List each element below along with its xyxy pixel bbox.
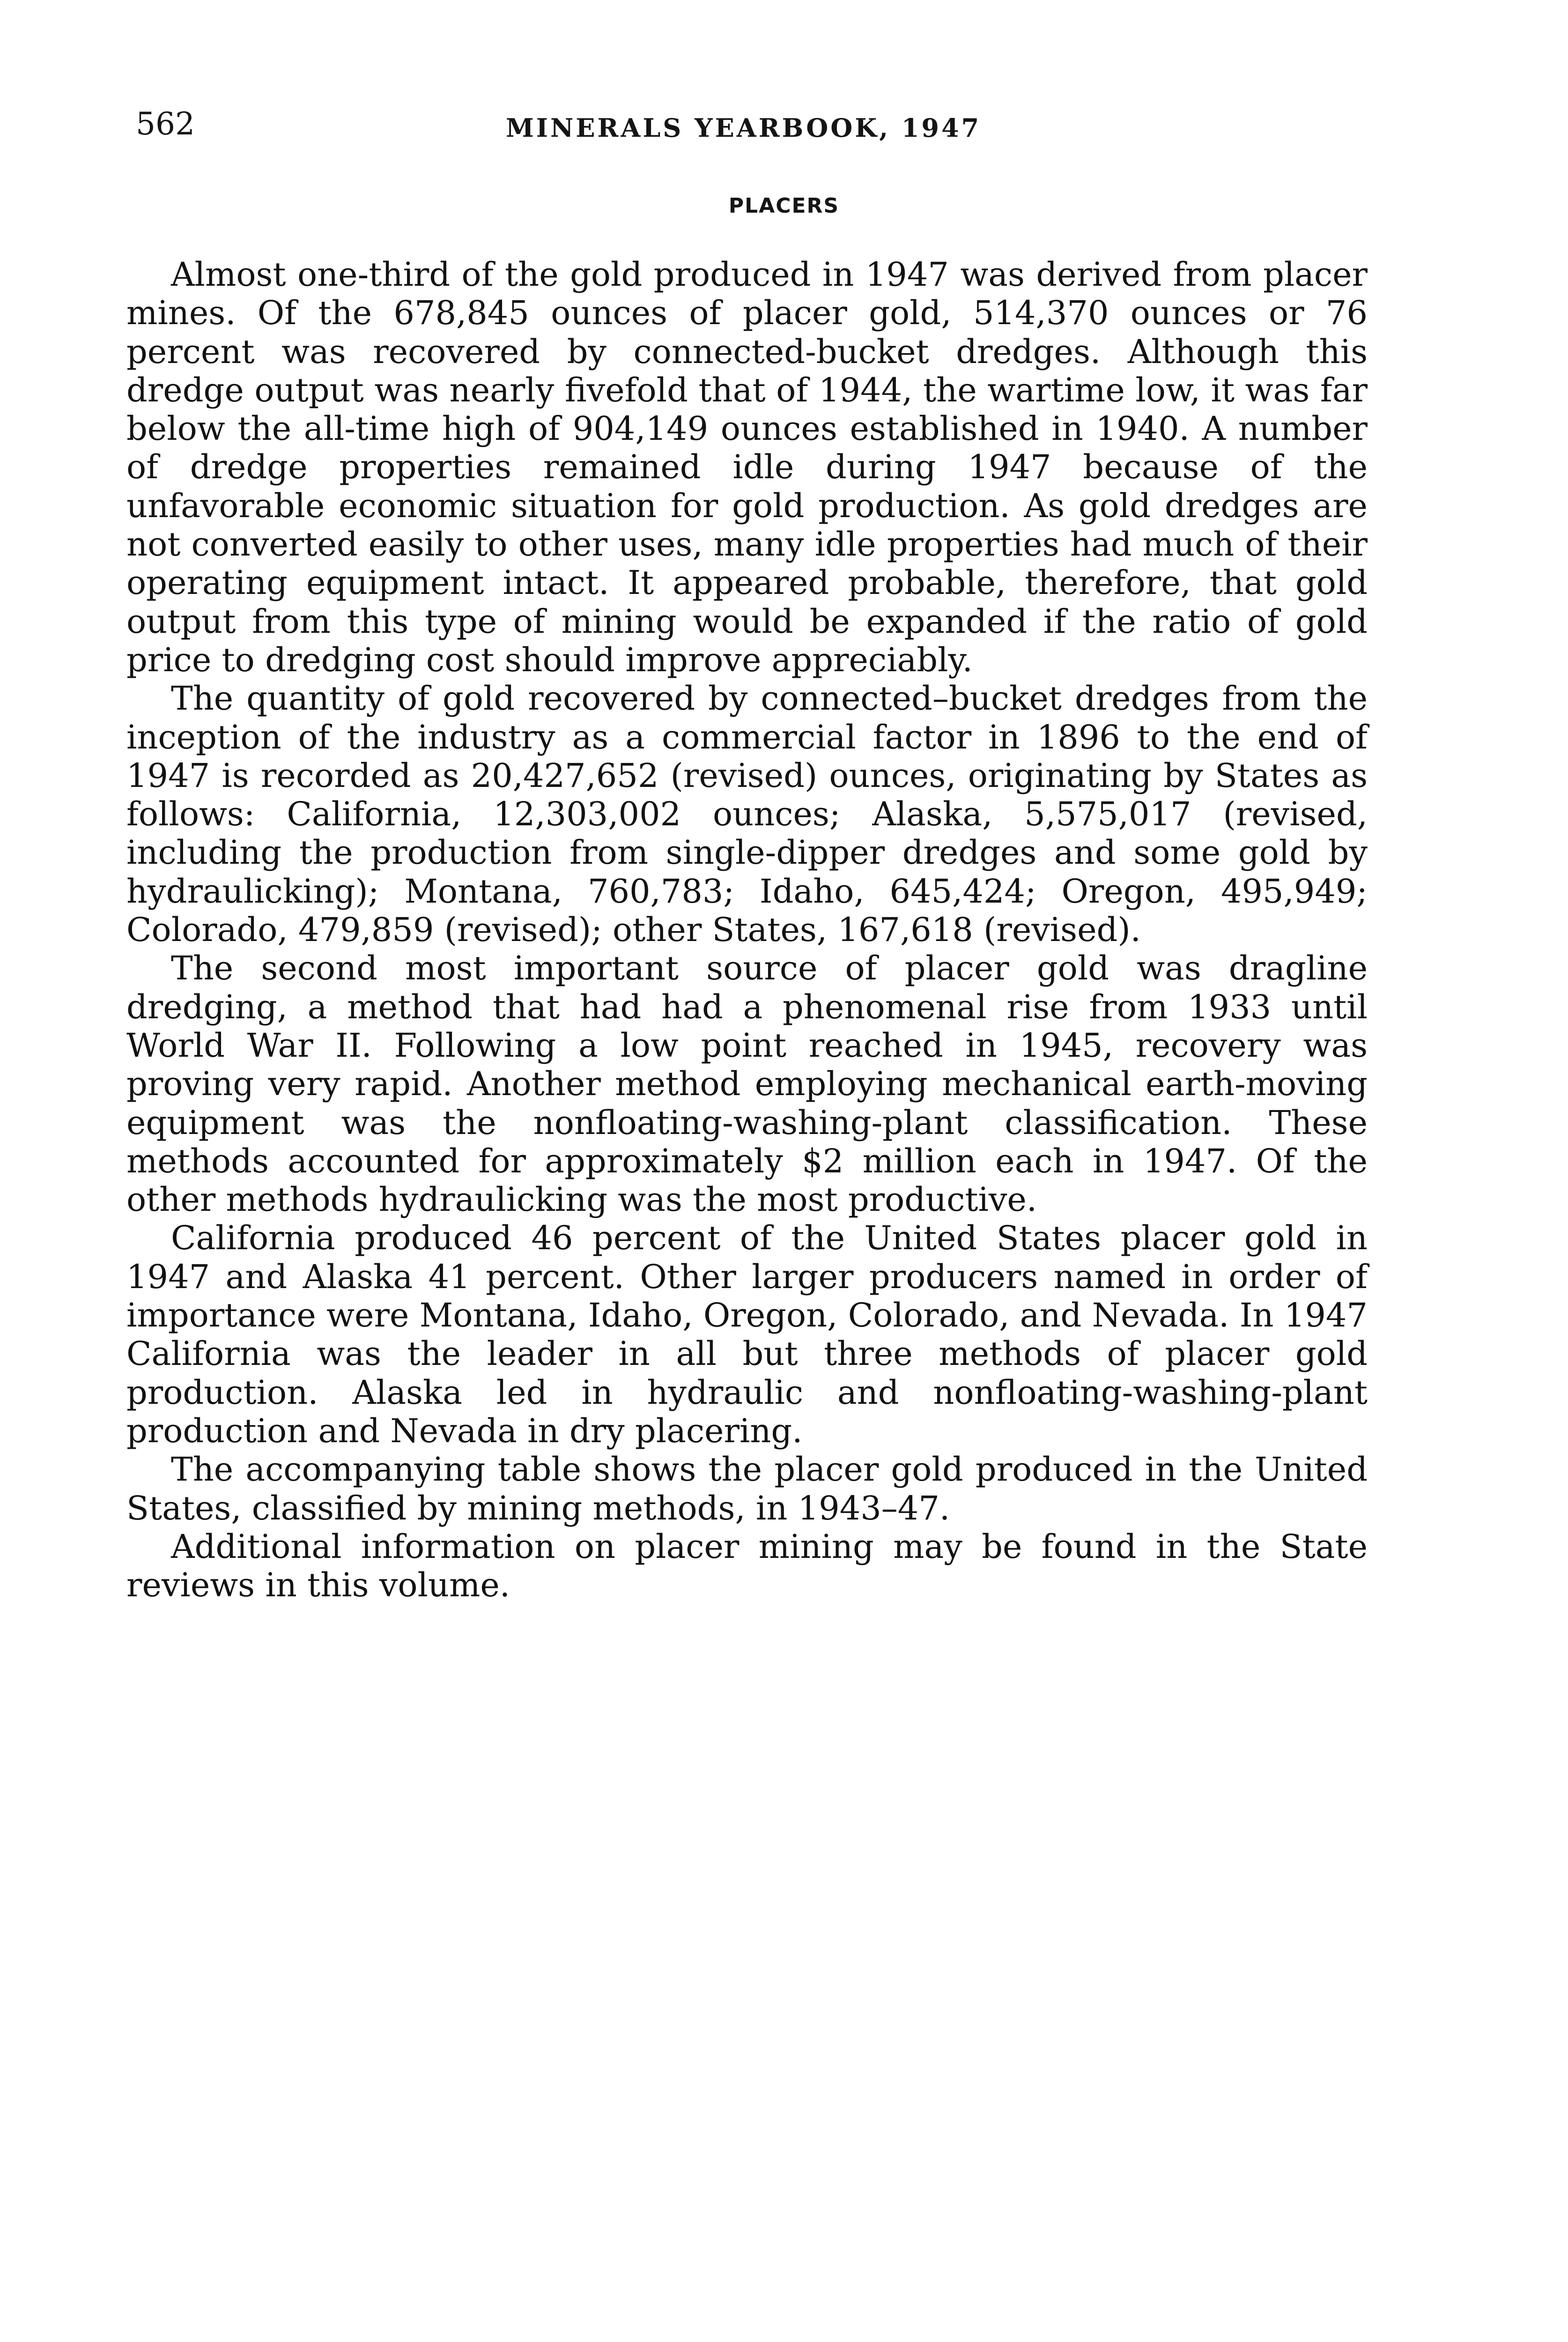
- paragraph-table-reference: The accompanying table shows the placer gold produced in the United States, classified by mining methods, in 1943–47.: [126, 1450, 1368, 1527]
- paragraph-state-producers: California produced 46 percent of the United States placer gold in 1947 and Alaska 41 percent. Other larger producers named in order of importance were Montana, Idaho, Oregon, Colorado, and Nevada. In 1947 California was the leader in all but three methods of placer gold production. Alaska led in hydraulic and nonfloating-washing-plant production and Nevada in dry placering.: [126, 1219, 1368, 1450]
- paragraph-additional-info: Additional information on placer mining may be found in the State reviews in this volume.: [126, 1527, 1368, 1605]
- paragraph-connected-bucket-history: The quantity of gold recovered by connected–bucket dredges from the inception of the industry as a commercial factor in 1896 to the end of 1947 is recorded as 20,427,652 (revised) ounces, originating by States as follows: California, 12,303,002 ounces; Alaska, 5,575,017 (revised, including the production from single-dipper dredges and some gold by hydraulicking); Montana, 760,783; Idaho, 645,424; Oregon, 495,949; Colorado, 479,859 (revised); other States, 167,618 (revised).: [126, 679, 1368, 949]
- paragraph-dragline-dredging: The second most important source of placer gold was dragline dredging, a method that had had a phenomenal rise from 1933 until World War II. Following a low point reached in 1945, recovery was proving very rapid. Another method employing mechanical earth-moving equipment was the nonfloating-washing-plant classification. These methods accounted for approximately $2 million each in 1947. Of the other methods hydraulicking was the most productive.: [126, 949, 1368, 1219]
- page-number: 562: [136, 106, 195, 142]
- body-text: [126, 255, 1368, 1604]
- running-title: MINERALS YEARBOOK, 1947: [506, 113, 982, 143]
- section-heading: PLACERS: [728, 194, 840, 218]
- paragraph-dredge-output: Almost one-third of the gold produced in 1947 was derived from placer mines. Of the 678,845 ounces of placer gold, 514,370 ounces or 76 percent was recovered by connected-bucket dredges. Although this dredge output was nearly fivefold that of 1944, the wartime low, it was far below the all-time high of 904,149 ounces established in 1940. A number of dredge properties remained idle during 1947 because of the unfavorable economic situation for gold production. As gold dredges are not converted easily to other uses, many idle properties had much of their operating equipment intact. It appeared probable, therefore, that gold output from this type of mining would be expanded if the ratio of gold price to dredging cost should improve appreciably.: [126, 255, 1368, 679]
- running-header: [131, 101, 1377, 148]
